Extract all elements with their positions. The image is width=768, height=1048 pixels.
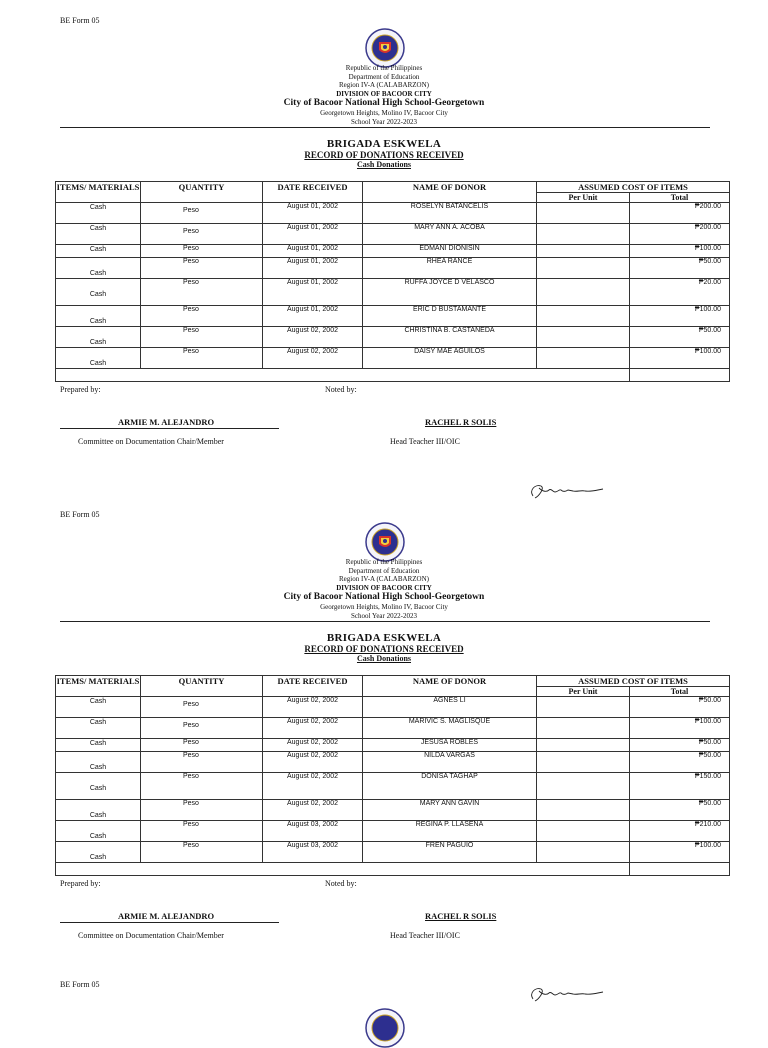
- form-subtitle: RECORD OF DONATIONS RECEIVED: [304, 150, 464, 160]
- table-row: [56, 306, 730, 327]
- per-unit-cell: [537, 258, 630, 279]
- column-header-items: ITEMS/ MATERIALS: [56, 676, 141, 697]
- header-divider: [60, 127, 710, 128]
- date-cell: August 01, 2002: [263, 203, 363, 224]
- per-unit-cell: [537, 697, 630, 718]
- per-unit-cell: [537, 327, 630, 348]
- donor-cell: RHEA RANCE: [363, 258, 537, 279]
- table-row-blank: [56, 369, 730, 382]
- total-cell: ₱100.00: [630, 245, 730, 258]
- total-cell: ₱100.00: [630, 842, 730, 863]
- form-titles: [0, 138, 768, 169]
- donation-form-1: [0, 0, 768, 494]
- item-cell: Cash: [56, 842, 141, 863]
- date-cell: August 02, 2002: [263, 739, 363, 752]
- column-header-total: Total: [630, 193, 730, 203]
- donor-cell: JESUSA ROBLES: [363, 739, 537, 752]
- quantity-cell: Peso: [141, 279, 263, 306]
- column-header-per-unit: Per Unit: [537, 687, 630, 697]
- school-name: City of Bacoor National High School-Georgetown: [283, 98, 485, 109]
- column-header-per-unit: Per Unit: [537, 193, 630, 203]
- form-titles: [0, 632, 768, 663]
- column-header-items: ITEMS/ MATERIALS: [56, 182, 141, 203]
- form-title: BRIGADA ESKWELA: [326, 632, 442, 644]
- donor-cell: CHRISTINA B. CASTANEDA: [363, 327, 537, 348]
- total-cell: ₱50.00: [630, 752, 730, 773]
- table-row: [56, 224, 730, 245]
- preparer-role: Committee on Documentation Chair/Member: [78, 437, 224, 446]
- per-unit-cell: [537, 773, 630, 800]
- table-row: [56, 327, 730, 348]
- total-cell: ₱50.00: [630, 258, 730, 279]
- noter-name: RACHEL R SOLIS: [425, 911, 497, 921]
- header-divider: [60, 621, 710, 622]
- date-cell: August 02, 2002: [263, 348, 363, 369]
- table-row: [56, 258, 730, 279]
- item-cell: Cash: [56, 718, 141, 739]
- form-category: Cash Donations: [356, 654, 411, 663]
- date-cell: August 02, 2002: [263, 697, 363, 718]
- school-name: City of Bacoor National High School-Georgetown: [283, 592, 485, 603]
- table-row: [56, 842, 730, 863]
- donor-cell: REGINA P. LLASENA: [363, 821, 537, 842]
- header-line: Region IV-A (CALABARZON): [339, 81, 429, 90]
- quantity-cell: Peso: [141, 718, 263, 739]
- item-cell: Cash: [56, 739, 141, 752]
- header-division: DIVISION OF BACOOR CITY: [336, 89, 432, 98]
- donor-cell: MARIVIC S. MAGLISQUE: [363, 718, 537, 739]
- table-row-blank: [56, 863, 730, 876]
- item-cell: Cash: [56, 348, 141, 369]
- date-cell: August 02, 2002: [263, 718, 363, 739]
- item-cell: Cash: [56, 258, 141, 279]
- donations-table: [55, 181, 730, 382]
- per-unit-cell: [537, 821, 630, 842]
- header-line: Department of Education: [348, 566, 420, 575]
- item-cell: Cash: [56, 773, 141, 800]
- item-cell: Cash: [56, 800, 141, 821]
- per-unit-cell: [537, 752, 630, 773]
- deped-seal-icon: [365, 1008, 405, 1048]
- blank-total-cell: [630, 369, 730, 382]
- item-cell: Cash: [56, 697, 141, 718]
- per-unit-cell: [537, 739, 630, 752]
- date-cell: August 01, 2002: [263, 245, 363, 258]
- quantity-cell: Peso: [141, 821, 263, 842]
- per-unit-cell: [537, 348, 630, 369]
- quantity-cell: Peso: [141, 348, 263, 369]
- donor-cell: NILDA VARGAS: [363, 752, 537, 773]
- column-header-assumed-cost: ASSUMED COST OF ITEMS: [537, 676, 730, 687]
- column-header-date: DATE RECEIVED: [263, 182, 363, 203]
- quantity-cell: Peso: [141, 800, 263, 821]
- table-row: [56, 697, 730, 718]
- blank-total-cell: [630, 863, 730, 876]
- date-cell: August 02, 2002: [263, 327, 363, 348]
- date-cell: August 02, 2002: [263, 800, 363, 821]
- total-cell: ₱200.00: [630, 224, 730, 245]
- date-cell: August 03, 2002: [263, 842, 363, 863]
- form-subtitle: RECORD OF DONATIONS RECEIVED: [304, 644, 464, 654]
- date-cell: August 02, 2002: [263, 752, 363, 773]
- date-cell: August 01, 2002: [263, 306, 363, 327]
- noter-name: RACHEL R SOLIS: [425, 417, 497, 427]
- total-cell: ₱50.00: [630, 739, 730, 752]
- form-code: BE Form 05: [60, 510, 100, 519]
- item-cell: Cash: [56, 279, 141, 306]
- table-row: [56, 739, 730, 752]
- form-category: Cash Donations: [356, 160, 411, 169]
- per-unit-cell: [537, 224, 630, 245]
- table-row: [56, 718, 730, 739]
- school-address: Georgetown Heights, Molino IV, Bacoor City: [320, 603, 448, 612]
- donor-cell: FREN PAGUIO: [363, 842, 537, 863]
- header-division: DIVISION OF BACOOR CITY: [336, 583, 432, 592]
- noter-role: Head Teacher III/OIC: [390, 437, 460, 446]
- date-cell: August 01, 2002: [263, 224, 363, 245]
- total-cell: ₱100.00: [630, 718, 730, 739]
- donations-table: [55, 675, 730, 876]
- prepared-by-label: Prepared by:: [60, 385, 101, 394]
- donor-cell: ERIC D BUSTAMANTE: [363, 306, 537, 327]
- per-unit-cell: [537, 279, 630, 306]
- school-year: School Year 2022-2023: [351, 117, 417, 126]
- table-row: [56, 821, 730, 842]
- table-row: [56, 348, 730, 369]
- total-cell: ₱50.00: [630, 697, 730, 718]
- date-cell: August 01, 2002: [263, 279, 363, 306]
- prepared-by-label: Prepared by:: [60, 879, 101, 888]
- donor-cell: MARY ANN GAVIN: [363, 800, 537, 821]
- item-cell: Cash: [56, 203, 141, 224]
- column-header-quantity: QUANTITY: [141, 676, 263, 697]
- letterhead: [0, 558, 768, 621]
- signature-line: [60, 428, 279, 429]
- quantity-cell: Peso: [141, 773, 263, 800]
- donor-cell: RUFFA JOYCE D VELASCO: [363, 279, 537, 306]
- item-cell: Cash: [56, 224, 141, 245]
- form-code: BE Form 05: [60, 16, 100, 25]
- total-cell: ₱100.00: [630, 348, 730, 369]
- item-cell: Cash: [56, 245, 141, 258]
- total-cell: ₱20.00: [630, 279, 730, 306]
- deped-seal-icon: [365, 28, 405, 68]
- school-address: Georgetown Heights, Molino IV, Bacoor City: [320, 109, 448, 118]
- quantity-cell: Peso: [141, 203, 263, 224]
- table-row: [56, 800, 730, 821]
- preparer-name: ARMIE M. ALEJANDRO: [118, 417, 215, 427]
- blank-cell: [56, 369, 630, 382]
- total-cell: ₱50.00: [630, 327, 730, 348]
- quantity-cell: Peso: [141, 697, 263, 718]
- noted-by-label: Noted by:: [325, 879, 357, 888]
- total-cell: ₱210.00: [630, 821, 730, 842]
- header-line: Republic of the Philippines: [345, 64, 423, 72]
- donor-cell: EDMANI DIONISIN: [363, 245, 537, 258]
- quantity-cell: Peso: [141, 739, 263, 752]
- column-header-donor: NAME OF DONOR: [363, 182, 537, 203]
- per-unit-cell: [537, 800, 630, 821]
- donor-cell: MARY ANN A. ACOBA: [363, 224, 537, 245]
- preparer-name: ARMIE M. ALEJANDRO: [118, 911, 215, 921]
- header-line: Department of Education: [348, 72, 420, 81]
- column-header-quantity: QUANTITY: [141, 182, 263, 203]
- table-row: [56, 245, 730, 258]
- item-cell: Cash: [56, 821, 141, 842]
- donor-cell: ROSELYN BATANCELIS: [363, 203, 537, 224]
- quantity-cell: Peso: [141, 258, 263, 279]
- per-unit-cell: [537, 245, 630, 258]
- donor-cell: AGNES LI: [363, 697, 537, 718]
- donor-cell: DONISA TAGHAP: [363, 773, 537, 800]
- deped-seal-icon: [365, 522, 405, 562]
- quantity-cell: Peso: [141, 327, 263, 348]
- per-unit-cell: [537, 842, 630, 863]
- donation-form-2: [0, 494, 768, 988]
- table-row: [56, 752, 730, 773]
- item-cell: Cash: [56, 306, 141, 327]
- column-header-donor: NAME OF DONOR: [363, 676, 537, 697]
- letterhead: [0, 64, 768, 127]
- header-line: Region IV-A (CALABARZON): [339, 575, 429, 584]
- per-unit-cell: [537, 306, 630, 327]
- handwritten-signature: [525, 983, 605, 1005]
- signature-line: [60, 922, 279, 923]
- quantity-cell: Peso: [141, 842, 263, 863]
- form-code: BE Form 05: [60, 980, 100, 989]
- preparer-role: Committee on Documentation Chair/Member: [78, 931, 224, 940]
- total-cell: ₱200.00: [630, 203, 730, 224]
- quantity-cell: Peso: [141, 245, 263, 258]
- noter-role: Head Teacher III/OIC: [390, 931, 460, 940]
- donor-cell: DAISY MAE AGUILOS: [363, 348, 537, 369]
- column-header-assumed-cost: ASSUMED COST OF ITEMS: [537, 182, 730, 193]
- quantity-cell: Peso: [141, 224, 263, 245]
- school-year: School Year 2022-2023: [351, 611, 417, 620]
- date-cell: August 01, 2002: [263, 258, 363, 279]
- per-unit-cell: [537, 718, 630, 739]
- column-header-date: DATE RECEIVED: [263, 676, 363, 697]
- quantity-cell: Peso: [141, 752, 263, 773]
- column-header-total: Total: [630, 687, 730, 697]
- per-unit-cell: [537, 203, 630, 224]
- item-cell: Cash: [56, 752, 141, 773]
- header-line: Republic of the Philippines: [345, 558, 423, 566]
- total-cell: ₱50.00: [630, 800, 730, 821]
- table-row: [56, 279, 730, 306]
- date-cell: August 03, 2002: [263, 821, 363, 842]
- form-title: BRIGADA ESKWELA: [326, 138, 442, 150]
- table-row: [56, 203, 730, 224]
- total-cell: ₱100.00: [630, 306, 730, 327]
- table-row: [56, 773, 730, 800]
- date-cell: August 02, 2002: [263, 773, 363, 800]
- item-cell: Cash: [56, 327, 141, 348]
- noted-by-label: Noted by:: [325, 385, 357, 394]
- total-cell: ₱150.00: [630, 773, 730, 800]
- quantity-cell: Peso: [141, 306, 263, 327]
- blank-cell: [56, 863, 630, 876]
